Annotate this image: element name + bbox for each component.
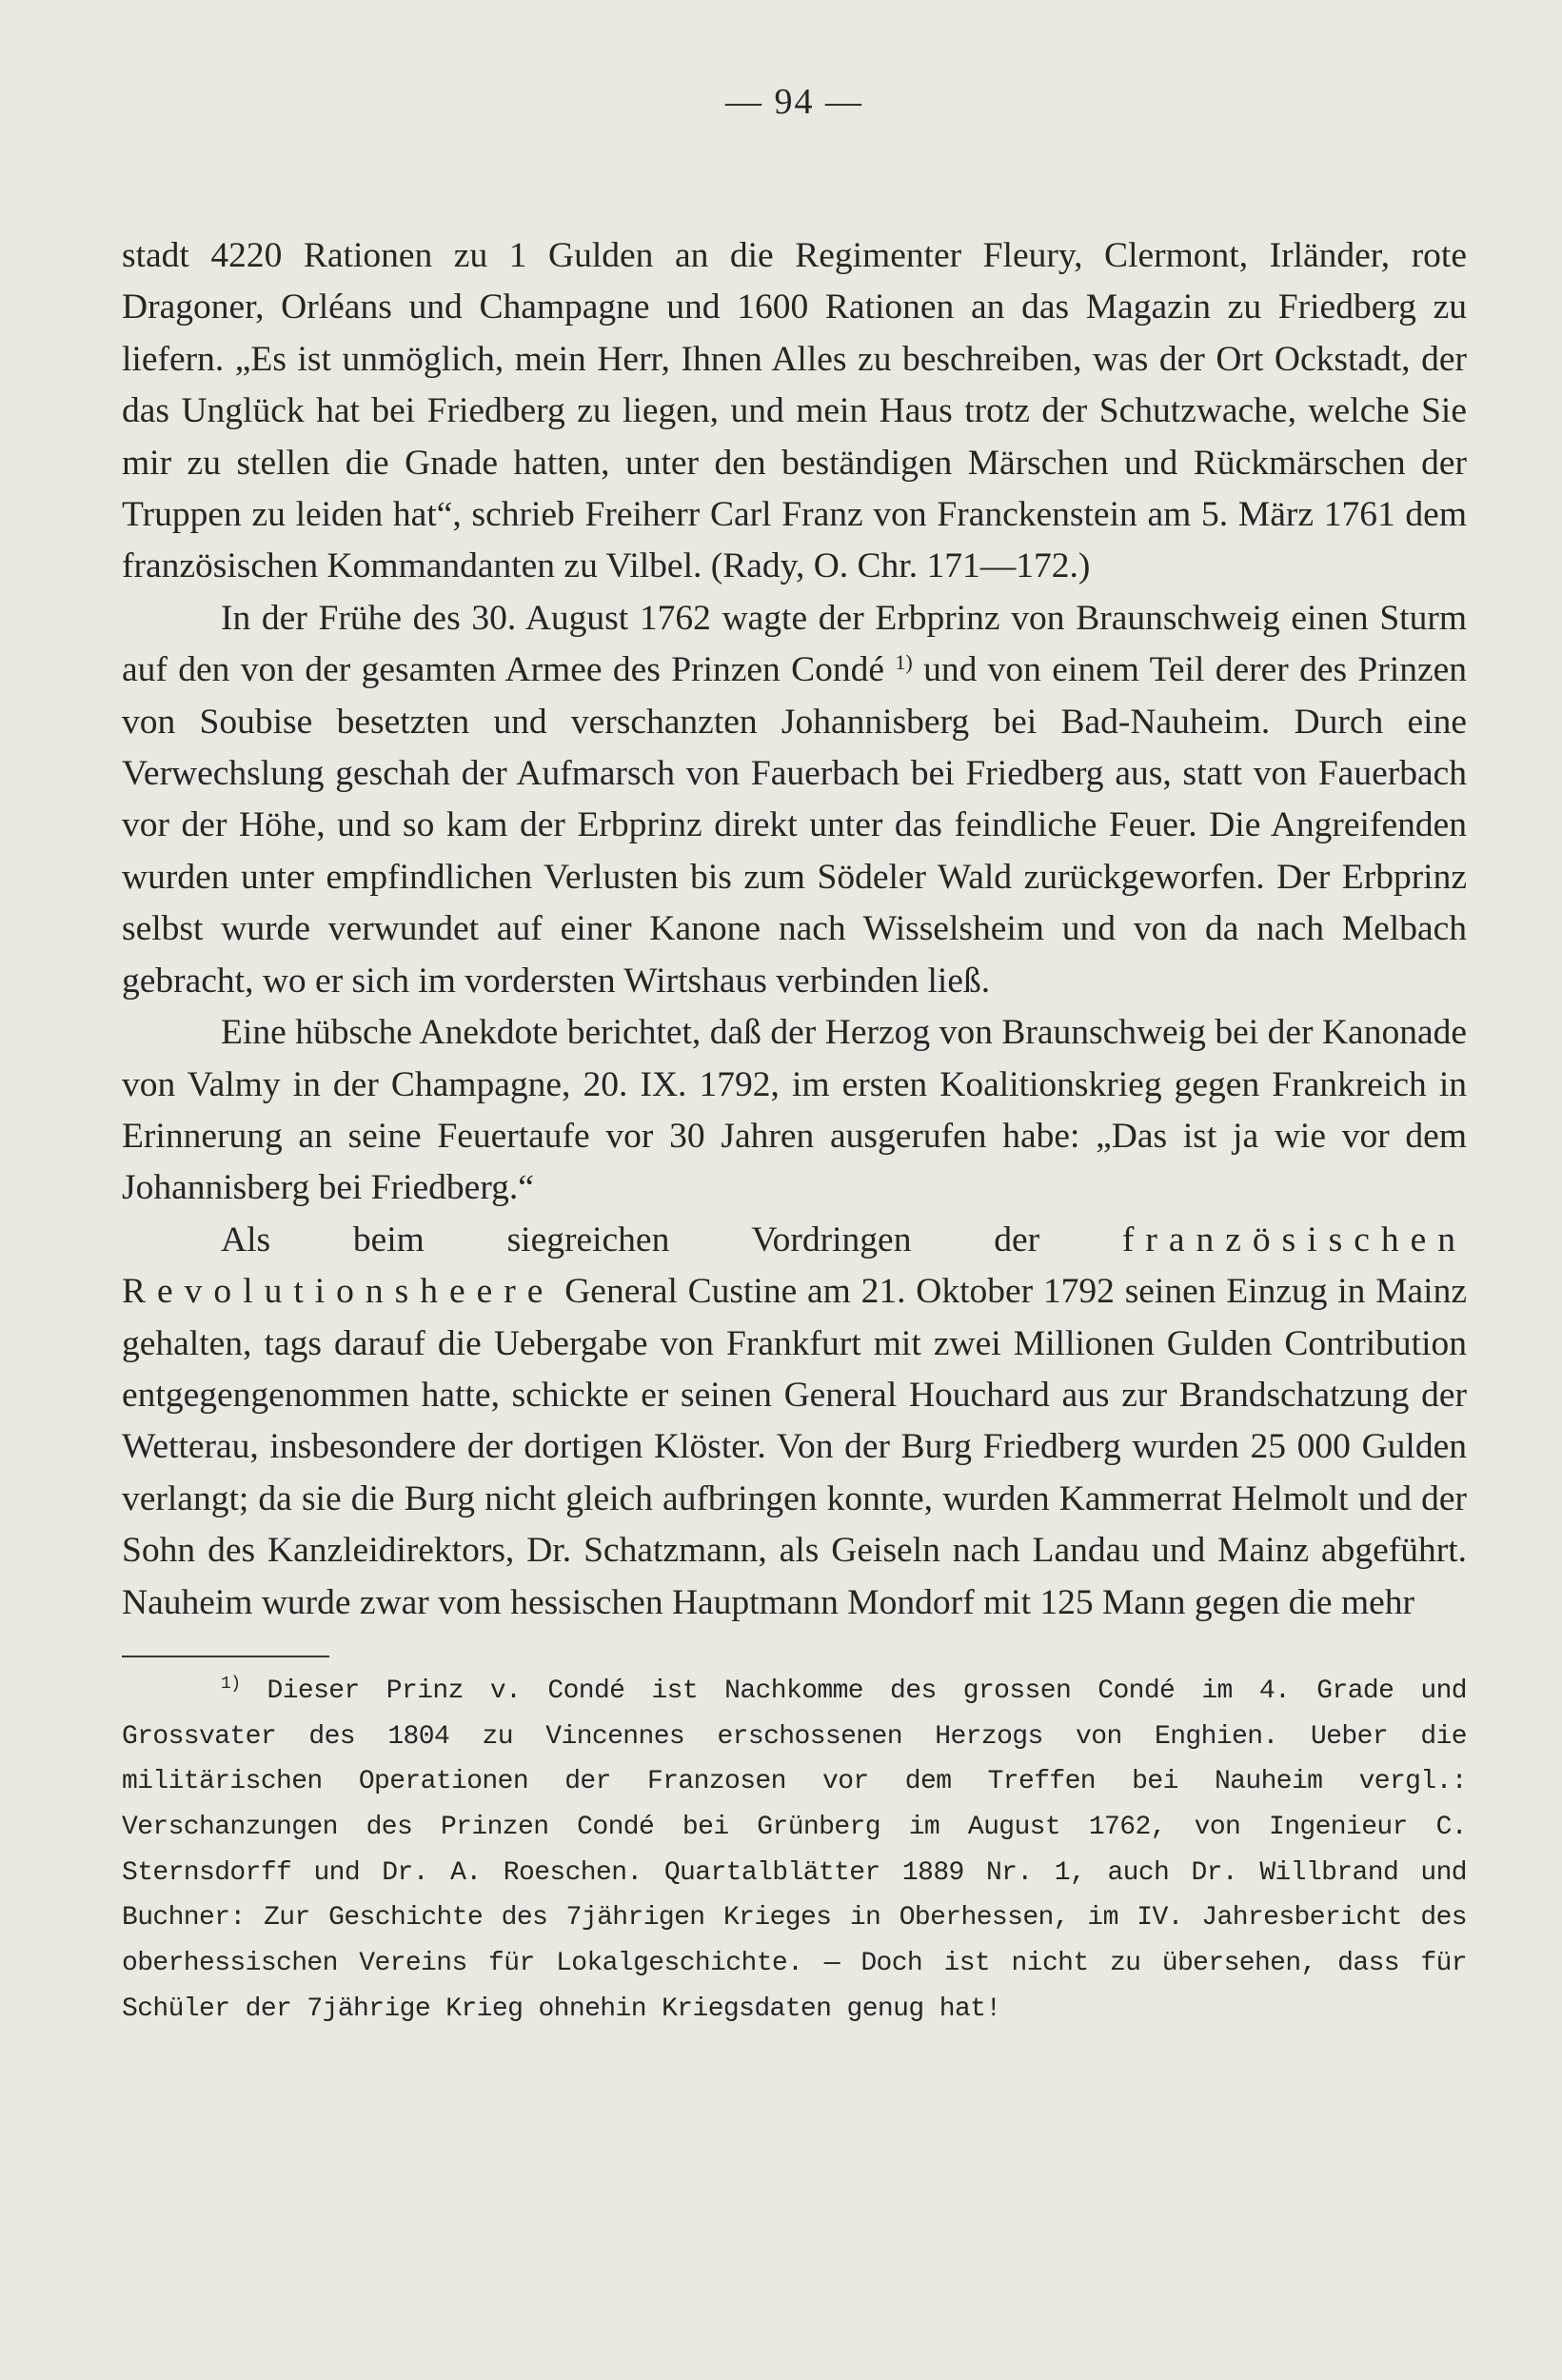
- paragraph-3-text: Eine hübsche Anekdote berichtet, daß der Herzog von Braunschweig bei der Kanonade von Valmy in der Champagne, 20. IX. 1792, im ersten Koalitionskrieg gegen Frankreich in Erinnerung an seine Feuertaufe vor 30 Jahren ausgerufen habe: „Das ist ja wie vor dem Johannisberg bei Friedberg.“: [122, 1013, 1467, 1208]
- paragraph-3: [122, 1007, 1467, 1215]
- footnote-divider: [122, 1656, 329, 1657]
- footnote-text: Dieser Prinz v. Condé ist Nachkomme des grossen Condé im 4. Grade und Grossvater des 1804 zu Vincennes erschossenen Herzogs von Enghien. Ueber die militärischen Operationen der Franzosen vor dem Treffen bei Nauheim vergl.: Verschanzungen des Prinzen Condé bei Grünberg im August 1762, von Ingenieur C. Sternsdorff und Dr. A. Roeschen. Quartalblätter 1889 Nr. 1, auch Dr. Willbrand und Buchner: Zur Geschichte des 7jährigen Krieges in Oberhessen, im IV. Jahresbericht des oberhessischen Vereins für Lokalgeschichte. — Doch ist nicht zu übersehen, dass für Schüler der 7jährige Krieg ohnehin Kriegsdaten genug hat!: [122, 1676, 1468, 2024]
- paragraph-2: [122, 593, 1467, 1007]
- paragraph-4-text-before: Als beim siegreichen Vordringen der: [221, 1220, 1040, 1259]
- paragraph-4-text-after: General Custine am 21. Oktober 1792 seinen Einzug in Mainz gehalten, tags darauf die Uebergabe von Frankfurt mit zwei Millionen Gulden Contribution entgegengenommen hatte, schickte er seinen General Houchard aus zur Brandschatzung der Wetterau, insbesondere der dortigen Klöster. Von der Burg Friedberg wurden 25 000 Gulden verlangt; da sie die Burg nicht gleich aufbringen konnte, wurden Kammerrat Helmolt und der Sohn des Kanzleidirektors, Dr. Schatzmann, als Geiseln nach Landau und Mainz abgeführt. Nauheim wurde zwar vom hessischen Hauptmann Mondorf mit 125 Mann gegen die mehr: [122, 1272, 1467, 1622]
- body-text: [122, 230, 1467, 1629]
- page-number: — 94 —: [725, 82, 863, 122]
- paragraph-1-text: stadt 4220 Rationen zu 1 Gulden an die Regimenter Fleury, Clermont, Irländer, rote Dragoner, Orléans und Champagne und 1600 Rationen an das Magazin zu Friedberg zu liefern. „Es ist unmöglich, mein Herr, Ihnen Alles zu beschreiben, was der Ort Ockstadt, der das Unglück hat bei Friedberg zu liegen, und mein Haus trotz der Schutzwache, welche Sie mir zu stellen die Gnade hatten, unter den beständigen Märschen und Rückmärschen der Truppen zu leiden hat“, schrieb Freiherr Carl Franz von Franckenstein am 5. März 1761 dem französischen Kommandanten zu Vilbel. (Rady, O. Chr. 171—172.): [122, 236, 1467, 586]
- paragraph-4: [122, 1215, 1467, 1629]
- paragraph-2-text-after: und von einem Teil derer des Prinzen von Soubise besetzten und verschanzten Johannisberg bei Bad-Nauheim. Durch eine Verwechslung geschah der Aufmarsch von Fauerbach bei Friedberg aus, statt von Fauerbach vor der Höhe, und so kam der Erbprinz direkt unter das feindliche Feuer. Die Angreifenden wurden unter empfindlichen Verlusten bis zum Södeler Wald zurückgeworfen. Der Erbprinz selbst wurde verwundet auf einer Kanone nach Wisselsheim und von da nach Melbach gebracht, wo er sich im vordersten Wirtshaus verbinden ließ.: [122, 650, 1467, 1001]
- footnote-reference: 1): [895, 650, 913, 675]
- footnote-marker: 1): [221, 1674, 241, 1694]
- emphasis-spaced-text: französischen Revolutionsheere: [122, 1220, 1468, 1312]
- paragraph-1: [122, 230, 1467, 593]
- paragraph-2-text-before: In der Frühe des 30. August 1762 wagte der Erbprinz von Braunschweig einen Sturm auf den von der gesamten Armee des Prinzen Condé: [122, 598, 1467, 690]
- footnote: [122, 1669, 1467, 2033]
